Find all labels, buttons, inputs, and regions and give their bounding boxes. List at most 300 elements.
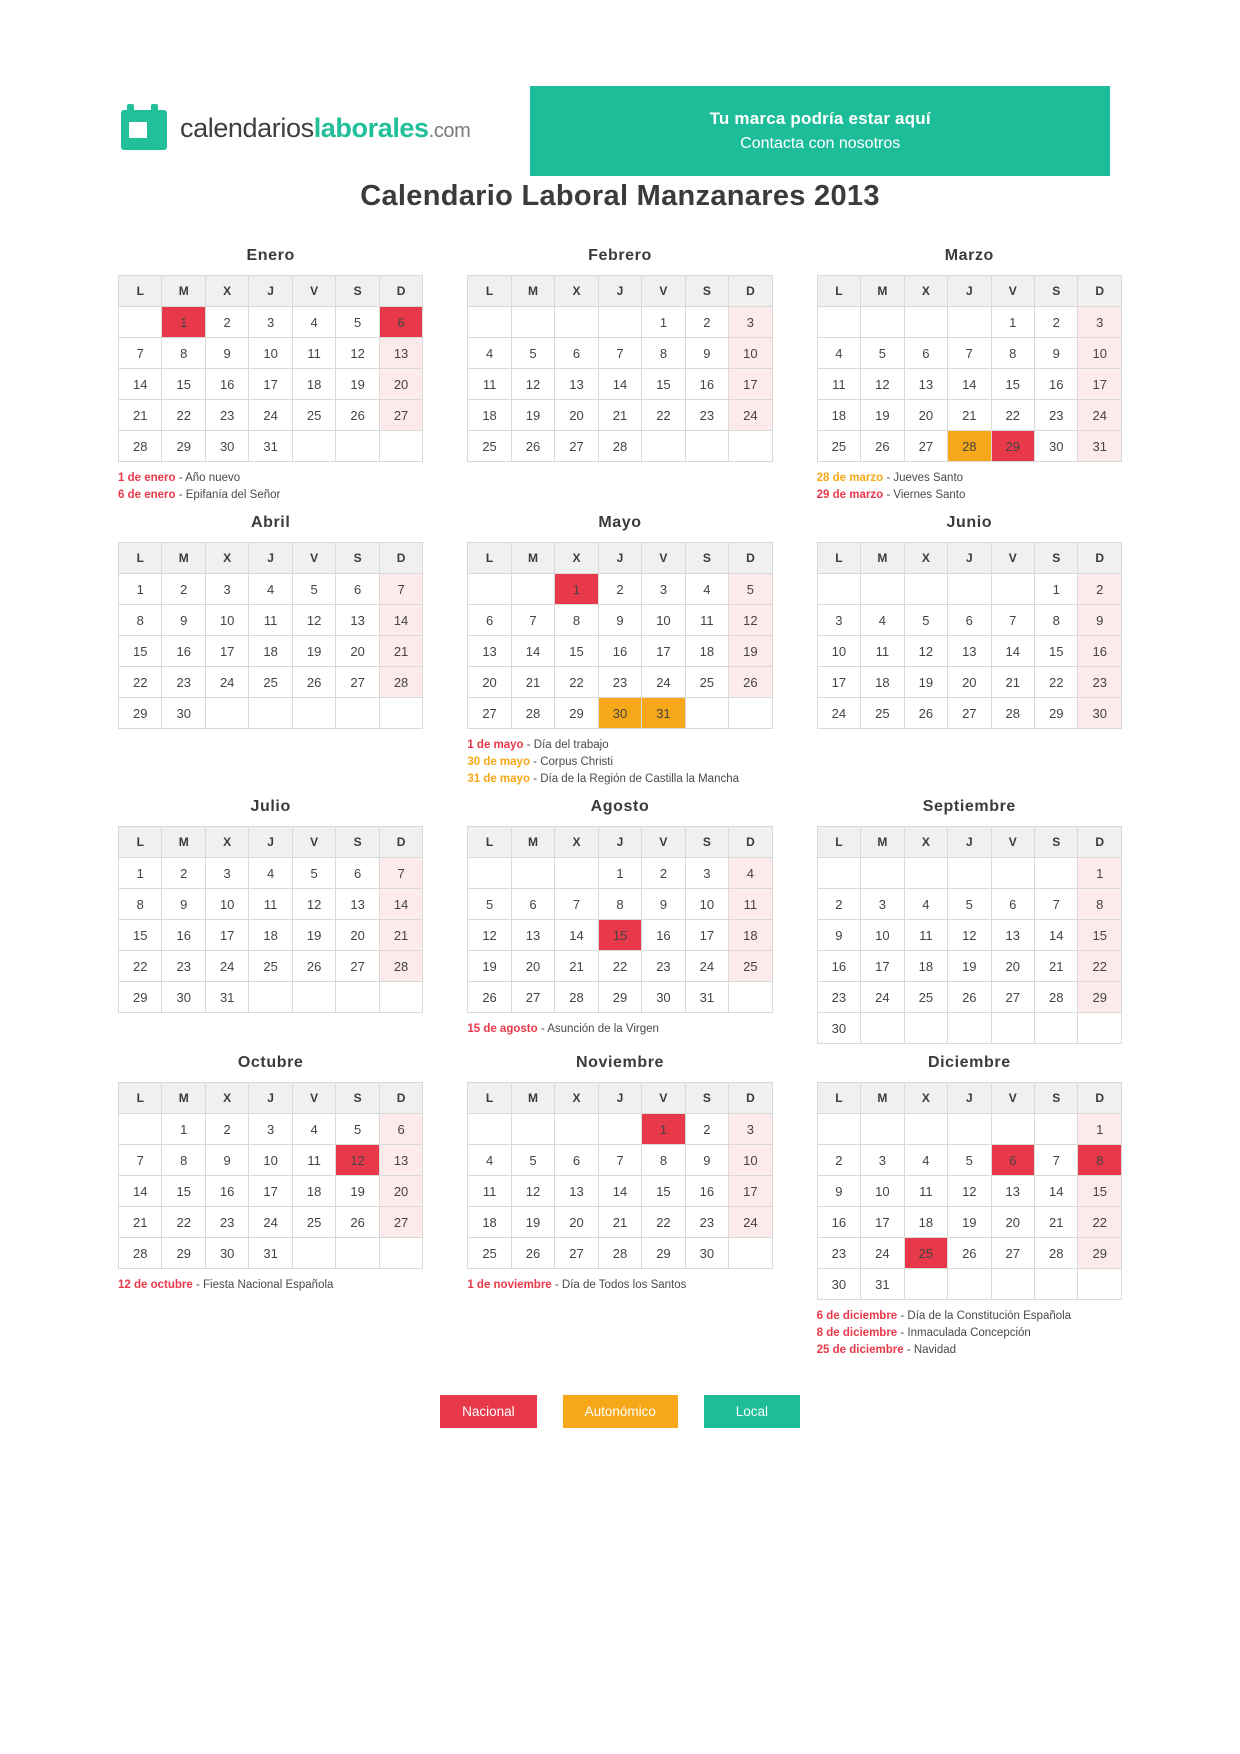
holiday-note xyxy=(817,1325,1122,1342)
day-cell-empty xyxy=(511,574,554,605)
day-cell: 13 xyxy=(555,1176,598,1207)
day-cell: 23 xyxy=(1078,667,1122,698)
weekday-header: X xyxy=(555,543,598,574)
day-cell: 6 xyxy=(948,605,991,636)
day-cell-holiday: 29 xyxy=(991,431,1034,462)
day-cell: 23 xyxy=(685,400,728,431)
day-cell: 29 xyxy=(1035,698,1078,729)
weekday-header: J xyxy=(249,1083,292,1114)
day-cell-empty xyxy=(991,858,1034,889)
day-cell: 11 xyxy=(817,369,860,400)
weekday-header: D xyxy=(1078,276,1122,307)
day-cell: 2 xyxy=(685,1114,728,1145)
day-cell: 31 xyxy=(249,431,292,462)
weekday-header: J xyxy=(598,827,641,858)
week-row xyxy=(817,574,1121,605)
day-cell: 18 xyxy=(468,400,511,431)
day-cell: 8 xyxy=(991,338,1034,369)
day-cell-empty xyxy=(1035,1114,1078,1145)
month-calendar-table xyxy=(118,1082,423,1269)
day-cell: 12 xyxy=(948,1176,991,1207)
weekday-header: V xyxy=(991,827,1034,858)
holiday-note-date: 31 de mayo xyxy=(467,773,530,785)
day-cell: 16 xyxy=(817,951,860,982)
holiday-note-date: 30 de mayo xyxy=(467,756,530,768)
weekday-header: M xyxy=(511,827,554,858)
day-cell: 10 xyxy=(861,1176,904,1207)
holiday-note-desc: - Epifanía del Señor xyxy=(175,489,281,501)
holiday-note xyxy=(467,1021,772,1038)
weekday-header-row xyxy=(468,543,772,574)
day-cell: 29 xyxy=(119,698,162,729)
day-cell-empty xyxy=(292,982,335,1013)
week-row xyxy=(817,982,1121,1013)
day-cell-empty xyxy=(817,1114,860,1145)
day-cell: 16 xyxy=(685,369,728,400)
day-cell: 14 xyxy=(555,920,598,951)
day-cell: 7 xyxy=(511,605,554,636)
day-cell: 27 xyxy=(379,1207,423,1238)
month-notes xyxy=(817,1308,1122,1359)
site-logo[interactable] xyxy=(118,86,500,170)
weekday-header: D xyxy=(1078,1083,1122,1114)
holiday-note-desc: - Día de la Región de Castilla la Mancha xyxy=(529,773,740,785)
holiday-note-desc: - Año nuevo xyxy=(175,472,241,484)
week-row xyxy=(468,400,772,431)
day-cell: 14 xyxy=(991,636,1034,667)
weekday-header: V xyxy=(991,276,1034,307)
day-cell: 7 xyxy=(948,338,991,369)
weekday-header: V xyxy=(642,827,685,858)
weekday-header: M xyxy=(162,276,205,307)
day-cell-empty xyxy=(729,982,773,1013)
weekday-header: X xyxy=(904,827,947,858)
day-cell: 13 xyxy=(991,1176,1034,1207)
week-row xyxy=(817,889,1121,920)
month-notes xyxy=(118,470,423,504)
weekday-header: D xyxy=(729,827,773,858)
day-cell: 9 xyxy=(642,889,685,920)
week-row xyxy=(468,1238,772,1269)
day-cell-empty xyxy=(468,858,511,889)
week-row xyxy=(468,889,772,920)
day-cell: 31 xyxy=(685,982,728,1013)
day-cell-empty xyxy=(511,1114,554,1145)
weekday-header-row xyxy=(817,827,1121,858)
day-cell: 13 xyxy=(904,369,947,400)
day-cell: 13 xyxy=(991,920,1034,951)
weekday-header: S xyxy=(336,1083,379,1114)
week-row xyxy=(468,920,772,951)
weekday-header: L xyxy=(119,276,162,307)
weekday-header: J xyxy=(948,1083,991,1114)
weekday-header: D xyxy=(729,1083,773,1114)
day-cell: 10 xyxy=(729,1145,773,1176)
week-row xyxy=(119,431,423,462)
day-cell: 18 xyxy=(685,636,728,667)
day-cell: 30 xyxy=(642,982,685,1013)
weekday-header: S xyxy=(336,543,379,574)
weekday-header: J xyxy=(598,276,641,307)
day-cell: 24 xyxy=(249,1207,292,1238)
weekday-header: X xyxy=(205,1083,248,1114)
day-cell: 22 xyxy=(555,667,598,698)
month-block xyxy=(817,1054,1122,1359)
month-notes xyxy=(467,1277,772,1294)
day-cell: 25 xyxy=(861,698,904,729)
weekday-header-row xyxy=(817,543,1121,574)
day-cell: 4 xyxy=(249,574,292,605)
weekday-header: X xyxy=(904,1083,947,1114)
day-cell: 17 xyxy=(642,636,685,667)
day-cell: 10 xyxy=(817,636,860,667)
day-cell: 26 xyxy=(948,1238,991,1269)
month-name: Marzo xyxy=(944,247,994,264)
day-cell-holiday: 15 xyxy=(598,920,641,951)
day-cell: 24 xyxy=(1078,400,1122,431)
weekday-header: X xyxy=(205,827,248,858)
day-cell-empty xyxy=(336,982,379,1013)
day-cell-empty xyxy=(817,574,860,605)
day-cell: 12 xyxy=(861,369,904,400)
day-cell: 8 xyxy=(642,338,685,369)
day-cell: 26 xyxy=(292,951,335,982)
day-cell-empty xyxy=(555,858,598,889)
day-cell: 25 xyxy=(292,400,335,431)
banner-headline: Tu marca podría estar aquí xyxy=(709,109,931,128)
day-cell: 14 xyxy=(379,605,423,636)
day-cell: 30 xyxy=(162,982,205,1013)
day-cell: 11 xyxy=(249,889,292,920)
day-cell: 29 xyxy=(119,982,162,1013)
holiday-note-desc: - Viernes Santo xyxy=(883,489,966,501)
weekday-header: S xyxy=(685,1083,728,1114)
day-cell: 10 xyxy=(642,605,685,636)
day-cell: 4 xyxy=(468,1145,511,1176)
day-cell: 29 xyxy=(642,1238,685,1269)
day-cell: 21 xyxy=(379,636,423,667)
day-cell: 24 xyxy=(729,1207,773,1238)
day-cell: 20 xyxy=(336,920,379,951)
day-cell-empty xyxy=(511,858,554,889)
month-name: Octubre xyxy=(237,1054,304,1071)
day-cell: 1 xyxy=(598,858,641,889)
day-cell-empty xyxy=(336,431,379,462)
month-block xyxy=(467,514,772,788)
day-cell: 27 xyxy=(948,698,991,729)
week-row xyxy=(119,1176,423,1207)
day-cell-empty xyxy=(468,574,511,605)
day-cell: 5 xyxy=(336,307,379,338)
day-cell-holiday: 12 xyxy=(336,1145,379,1176)
day-cell-empty xyxy=(729,1238,773,1269)
month-notes xyxy=(118,1277,423,1294)
day-cell: 15 xyxy=(642,1176,685,1207)
day-cell-empty xyxy=(861,1013,904,1044)
day-cell: 27 xyxy=(336,951,379,982)
day-cell: 6 xyxy=(904,338,947,369)
day-cell: 28 xyxy=(1035,982,1078,1013)
week-row xyxy=(468,982,772,1013)
day-cell: 2 xyxy=(817,889,860,920)
weekday-header: X xyxy=(555,1083,598,1114)
week-row xyxy=(468,1207,772,1238)
day-cell: 24 xyxy=(642,667,685,698)
day-cell: 24 xyxy=(861,1238,904,1269)
holiday-note-desc: - Día del trabajo xyxy=(523,739,609,751)
month-block xyxy=(118,1054,423,1359)
day-cell: 1 xyxy=(119,858,162,889)
week-row xyxy=(468,431,772,462)
holiday-note-date: 15 de agosto xyxy=(467,1023,538,1035)
day-cell: 23 xyxy=(162,951,205,982)
day-cell: 3 xyxy=(861,889,904,920)
week-row xyxy=(817,400,1121,431)
weekday-header: V xyxy=(642,1083,685,1114)
week-row xyxy=(817,858,1121,889)
day-cell-empty xyxy=(1035,1269,1078,1300)
legend-item-loc[interactable]: Local xyxy=(704,1395,800,1428)
day-cell: 30 xyxy=(685,1238,728,1269)
day-cell: 27 xyxy=(336,667,379,698)
day-cell: 16 xyxy=(162,920,205,951)
day-cell: 15 xyxy=(119,636,162,667)
day-cell: 14 xyxy=(598,1176,641,1207)
ad-banner[interactable] xyxy=(530,86,1110,176)
day-cell: 19 xyxy=(336,1176,379,1207)
day-cell: 22 xyxy=(1078,951,1122,982)
weekday-header: D xyxy=(729,543,773,574)
day-cell: 23 xyxy=(1035,400,1078,431)
day-cell: 8 xyxy=(642,1145,685,1176)
day-cell: 7 xyxy=(598,338,641,369)
day-cell-holiday: 1 xyxy=(642,1114,685,1145)
day-cell: 13 xyxy=(379,1145,423,1176)
day-cell-empty xyxy=(598,1114,641,1145)
day-cell: 16 xyxy=(642,920,685,951)
day-cell-empty xyxy=(379,982,423,1013)
day-cell: 27 xyxy=(468,698,511,729)
day-cell: 19 xyxy=(904,667,947,698)
day-cell: 6 xyxy=(468,605,511,636)
day-cell: 16 xyxy=(205,369,248,400)
weekday-header: L xyxy=(468,1083,511,1114)
day-cell-empty xyxy=(205,698,248,729)
weekday-header: M xyxy=(861,276,904,307)
day-cell: 17 xyxy=(729,1176,773,1207)
holiday-note-date: 28 de marzo xyxy=(816,472,884,484)
day-cell-empty xyxy=(904,1269,947,1300)
day-cell: 15 xyxy=(991,369,1034,400)
weekday-header: S xyxy=(1035,543,1078,574)
day-cell: 17 xyxy=(1078,369,1122,400)
day-cell-empty xyxy=(119,307,162,338)
day-cell: 24 xyxy=(729,400,773,431)
holiday-note xyxy=(467,771,772,788)
day-cell: 1 xyxy=(991,307,1034,338)
week-row xyxy=(119,920,423,951)
day-cell: 2 xyxy=(205,1114,248,1145)
day-cell: 1 xyxy=(1035,574,1078,605)
weekday-header: V xyxy=(642,276,685,307)
day-cell: 12 xyxy=(948,920,991,951)
day-cell: 13 xyxy=(511,920,554,951)
week-row xyxy=(468,338,772,369)
weekday-header: X xyxy=(904,276,947,307)
day-cell: 13 xyxy=(948,636,991,667)
day-cell: 26 xyxy=(511,1238,554,1269)
day-cell: 26 xyxy=(336,1207,379,1238)
weekday-header: L xyxy=(817,276,860,307)
legend-item-nac[interactable]: Nacional xyxy=(440,1395,537,1428)
day-cell: 10 xyxy=(861,920,904,951)
month-calendar-table xyxy=(118,826,423,1013)
day-cell: 22 xyxy=(119,951,162,982)
weekday-header: L xyxy=(119,827,162,858)
day-cell: 19 xyxy=(729,636,773,667)
day-cell: 3 xyxy=(642,574,685,605)
month-block xyxy=(467,247,772,504)
day-cell: 4 xyxy=(292,1114,335,1145)
day-cell-empty xyxy=(948,1269,991,1300)
day-cell: 7 xyxy=(1035,1145,1078,1176)
day-cell: 25 xyxy=(729,951,773,982)
day-cell: 3 xyxy=(1078,307,1122,338)
month-block xyxy=(817,247,1122,504)
day-cell: 2 xyxy=(817,1145,860,1176)
day-cell: 4 xyxy=(292,307,335,338)
day-cell: 20 xyxy=(948,667,991,698)
weekday-header: V xyxy=(292,543,335,574)
day-cell: 30 xyxy=(1035,431,1078,462)
week-row xyxy=(817,1145,1121,1176)
day-cell: 18 xyxy=(904,1207,947,1238)
day-cell: 11 xyxy=(861,636,904,667)
day-cell: 3 xyxy=(249,307,292,338)
day-cell-empty xyxy=(861,307,904,338)
day-cell: 24 xyxy=(817,698,860,729)
day-cell-empty xyxy=(948,858,991,889)
day-cell-empty xyxy=(642,431,685,462)
day-cell: 30 xyxy=(817,1269,860,1300)
weekday-header: S xyxy=(1035,1083,1078,1114)
weekday-header: S xyxy=(1035,827,1078,858)
day-cell-holiday: 8 xyxy=(1078,1145,1122,1176)
day-cell: 29 xyxy=(555,698,598,729)
day-cell: 19 xyxy=(292,920,335,951)
day-cell: 28 xyxy=(555,982,598,1013)
day-cell: 22 xyxy=(162,1207,205,1238)
day-cell: 2 xyxy=(1078,574,1122,605)
day-cell: 16 xyxy=(205,1176,248,1207)
weekday-header: D xyxy=(379,1083,423,1114)
day-cell: 27 xyxy=(555,1238,598,1269)
day-cell: 22 xyxy=(1078,1207,1122,1238)
day-cell: 10 xyxy=(249,338,292,369)
day-cell: 5 xyxy=(511,338,554,369)
weekday-header: V xyxy=(292,276,335,307)
weekday-header-row xyxy=(468,1083,772,1114)
day-cell: 20 xyxy=(991,951,1034,982)
day-cell: 12 xyxy=(292,889,335,920)
day-cell-empty xyxy=(861,574,904,605)
day-cell: 5 xyxy=(292,574,335,605)
day-cell-holiday: 1 xyxy=(555,574,598,605)
week-row xyxy=(817,1238,1121,1269)
weekday-header: M xyxy=(162,1083,205,1114)
day-cell: 13 xyxy=(468,636,511,667)
day-cell: 31 xyxy=(205,982,248,1013)
week-row xyxy=(468,369,772,400)
week-row xyxy=(468,698,772,729)
day-cell: 12 xyxy=(336,338,379,369)
day-cell: 14 xyxy=(379,889,423,920)
day-cell-empty xyxy=(249,982,292,1013)
day-cell: 11 xyxy=(249,605,292,636)
day-cell: 13 xyxy=(336,605,379,636)
day-cell: 13 xyxy=(379,338,423,369)
day-cell: 23 xyxy=(205,400,248,431)
week-row xyxy=(817,431,1121,462)
day-cell: 28 xyxy=(598,1238,641,1269)
day-cell: 1 xyxy=(119,574,162,605)
day-cell-empty xyxy=(948,307,991,338)
week-row xyxy=(817,951,1121,982)
month-calendar-table xyxy=(817,542,1122,729)
day-cell: 19 xyxy=(336,369,379,400)
day-cell: 18 xyxy=(468,1207,511,1238)
weekday-header: M xyxy=(162,543,205,574)
week-row xyxy=(468,951,772,982)
week-row xyxy=(119,951,423,982)
weekday-header: J xyxy=(948,543,991,574)
month-name: Julio xyxy=(250,798,291,815)
day-cell: 4 xyxy=(904,889,947,920)
holiday-note-desc: - Corpus Christi xyxy=(529,756,614,768)
week-row xyxy=(119,858,423,889)
day-cell: 7 xyxy=(119,338,162,369)
day-cell: 5 xyxy=(292,858,335,889)
weekday-header: M xyxy=(511,1083,554,1114)
day-cell: 5 xyxy=(948,1145,991,1176)
weekday-header: M xyxy=(162,827,205,858)
day-cell: 9 xyxy=(817,1176,860,1207)
day-cell: 7 xyxy=(598,1145,641,1176)
day-cell: 15 xyxy=(162,369,205,400)
holiday-note-desc: - Asunción de la Virgen xyxy=(537,1023,659,1035)
day-cell: 21 xyxy=(1035,1207,1078,1238)
weekday-header: L xyxy=(468,543,511,574)
day-cell: 13 xyxy=(336,889,379,920)
week-row xyxy=(817,1176,1121,1207)
day-cell: 25 xyxy=(685,667,728,698)
weekday-header: S xyxy=(685,276,728,307)
holiday-note-date: 6 de diciembre xyxy=(816,1310,898,1322)
day-cell-empty xyxy=(336,698,379,729)
legend-item-aut[interactable]: Autonómico xyxy=(563,1395,678,1428)
weekday-header: M xyxy=(861,1083,904,1114)
holiday-note xyxy=(817,487,1122,504)
day-cell: 30 xyxy=(205,431,248,462)
day-cell: 31 xyxy=(861,1269,904,1300)
day-cell: 3 xyxy=(205,574,248,605)
day-cell: 28 xyxy=(119,431,162,462)
day-cell-empty xyxy=(904,1114,947,1145)
weekday-header: X xyxy=(904,543,947,574)
holiday-note-date: 1 de noviembre xyxy=(467,1279,552,1291)
month-calendar-table xyxy=(118,275,423,462)
day-cell: 20 xyxy=(991,1207,1034,1238)
